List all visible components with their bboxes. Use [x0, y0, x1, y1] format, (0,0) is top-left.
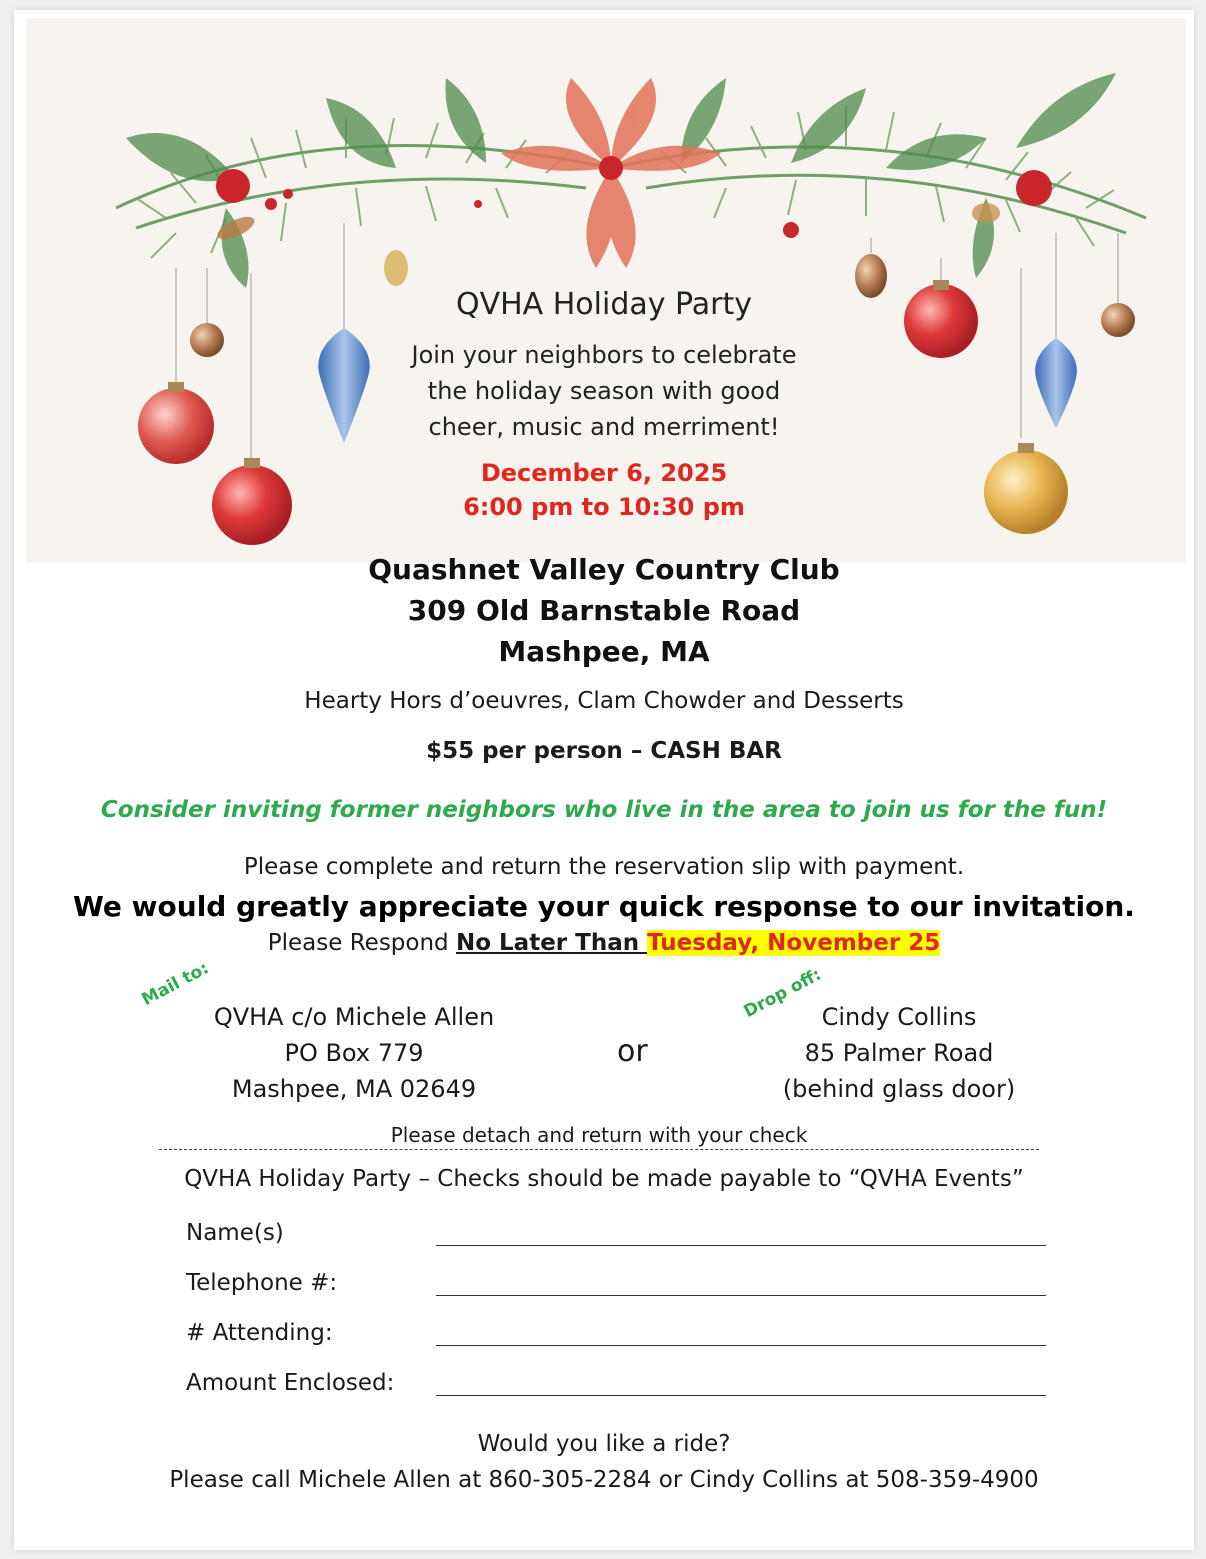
attending-blank-line[interactable]	[436, 1345, 1046, 1346]
form-row-telephone	[186, 1266, 1046, 1300]
flyer-page	[14, 10, 1194, 1550]
menu-text: Hearty Hors d’oeuvres, Clam Chowder and Desserts	[304, 688, 904, 714]
names-blank-line[interactable]	[436, 1245, 1046, 1246]
event-time: 6:00 pm to 10:30 pm	[463, 493, 745, 521]
detach-instruction: Please detach and return with your check	[390, 1123, 808, 1147]
invite-note: Consider inviting former neighbors who live in the area to join us for the fun!	[100, 797, 1108, 823]
event-intro	[14, 337, 1194, 445]
event-title: QVHA Holiday Party	[455, 287, 753, 322]
price-text: $55 per person – CASH BAR	[426, 738, 782, 764]
ride-info	[14, 1426, 1194, 1498]
respond-deadline	[14, 930, 1194, 956]
mail-address	[204, 999, 504, 1107]
detach-dashed-line	[159, 1149, 1039, 1150]
venue-address	[14, 549, 1194, 672]
form-row-amount	[186, 1366, 1046, 1400]
dropoff-line: (behind glass door)	[782, 1075, 1016, 1103]
venue-city: Mashpee, MA	[498, 635, 710, 668]
form-row-attending	[186, 1316, 1046, 1350]
form-label: # Attending:	[186, 1320, 333, 1346]
respond-no-later-than: No Later Than	[455, 930, 648, 956]
form-label: Telephone #:	[186, 1270, 338, 1296]
dropoff-address	[764, 999, 1034, 1107]
intro-line: the holiday season with good	[427, 377, 781, 405]
mail-line: PO Box 779	[284, 1039, 424, 1067]
form-row-names	[186, 1216, 1046, 1250]
intro-line: Join your neighbors to celebrate	[411, 341, 797, 369]
instructions-line1: Please complete and return the reservation slip with payment.	[243, 854, 965, 880]
mail-to-tag: Mail to:	[138, 958, 213, 1010]
respond-date: Tuesday, November 25	[647, 930, 941, 956]
mail-line: Mashpee, MA 02649	[231, 1075, 477, 1103]
telephone-blank-line[interactable]	[436, 1295, 1046, 1296]
form-label: Name(s)	[186, 1220, 284, 1246]
dropoff-line: Cindy Collins	[821, 1003, 977, 1031]
instructions-line2: We would greatly appreciate your quick response to our invitation.	[73, 890, 1135, 923]
drop-off-tag: Drop off:	[740, 964, 825, 1022]
event-date: December 6, 2025	[480, 459, 728, 487]
respond-prefix: Please Respond	[267, 930, 456, 956]
mail-line: QVHA c/o Michele Allen	[213, 1003, 495, 1031]
form-label: Amount Enclosed:	[186, 1370, 395, 1396]
venue-street: 309 Old Barnstable Road	[407, 594, 801, 627]
form-title: QVHA Holiday Party – Checks should be made payable to “QVHA Events”	[184, 1166, 1024, 1192]
intro-line: cheer, music and merriment!	[428, 413, 780, 441]
amount-blank-line[interactable]	[436, 1395, 1046, 1396]
ride-contact: Please call Michele Allen at 860-305-2284 or Cindy Collins at 508-359-4900	[169, 1467, 1039, 1493]
ride-question: Would you like a ride?	[477, 1431, 731, 1457]
dropoff-line: 85 Palmer Road	[804, 1039, 994, 1067]
venue-name: Quashnet Valley Country Club	[368, 553, 840, 586]
or-separator: or	[617, 1034, 648, 1069]
